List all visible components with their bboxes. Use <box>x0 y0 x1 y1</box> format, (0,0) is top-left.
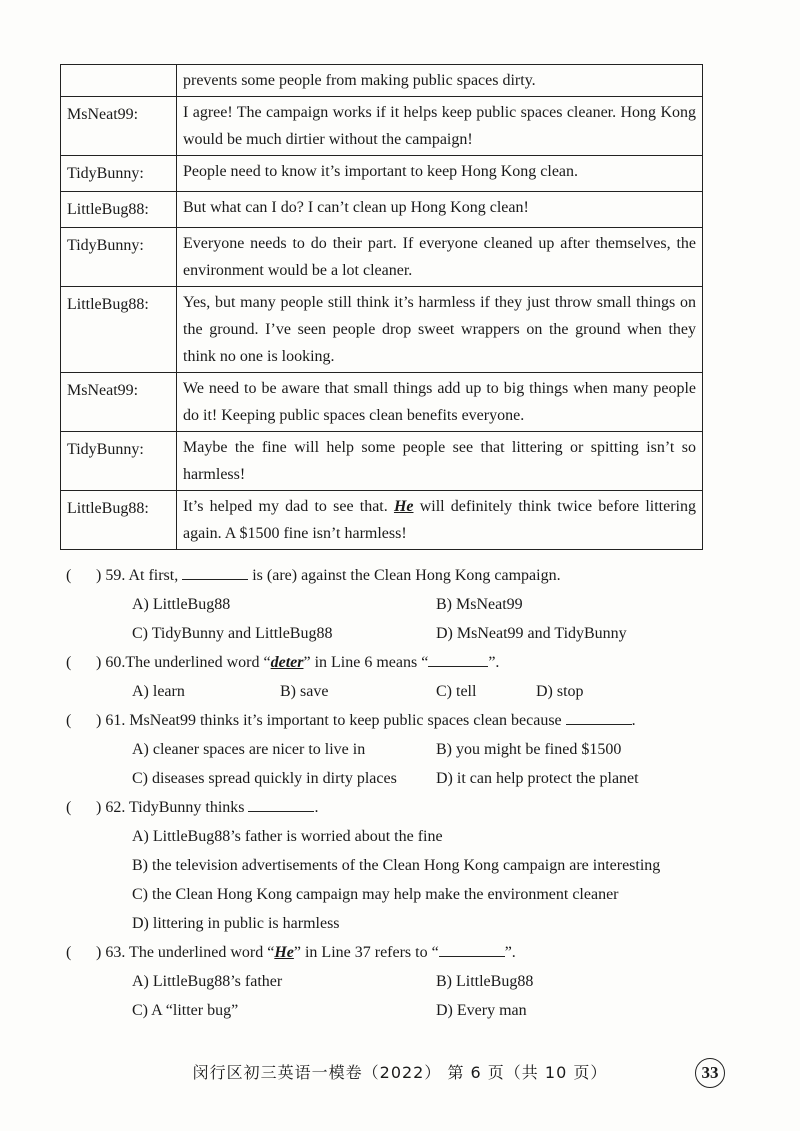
question-59-suffix: is (are) against the Clean Hong Kong campaign. <box>252 567 561 584</box>
question-62 <box>66 793 746 822</box>
chat-row <box>61 228 703 287</box>
question-59-prefix: ) 59. At first, <box>96 567 179 584</box>
option-d: D) it can help protect the planet <box>436 770 639 787</box>
question-59 <box>66 561 746 590</box>
chat-message: I agree! The campaign works if it helps keep public spaces cleaner. Hong Kong would be much dirtier without the campaign! <box>177 97 703 156</box>
option-d: D) stop <box>536 683 584 700</box>
answer-blank <box>182 561 248 580</box>
chat-message: But what can I do? I can’t clean up Hong Kong clean! <box>177 192 703 228</box>
underlined-word: He <box>393 498 414 515</box>
chat-message: Everyone needs to do their part. If everyone cleaned up after themselves, the environment would be a lot cleaner. <box>177 228 703 287</box>
option-d: D) MsNeat99 and TidyBunny <box>436 625 627 642</box>
answer-blank <box>439 938 505 957</box>
speaker-name: MsNeat99: <box>61 373 177 432</box>
answer-paren: ( <box>66 799 72 816</box>
chat-log-table <box>60 64 703 550</box>
speaker-name: LittleBug88: <box>61 491 177 550</box>
message-text: will definitely think twice before littering again. A $1500 fine isn’t harmless! <box>183 498 696 542</box>
options-row <box>66 735 746 764</box>
option-c: C) TidyBunny and LittleBug88 <box>132 625 333 642</box>
page-number-badge: 33 <box>695 1058 725 1088</box>
option-d: D) Every man <box>436 1002 527 1019</box>
answer-blank <box>566 706 632 725</box>
options-row <box>66 909 746 938</box>
answer-paren: ( <box>66 944 72 961</box>
answer-blank <box>248 793 314 812</box>
chat-row <box>61 65 703 97</box>
chat-message: We need to be aware that small things add up to big things when many people do it! Keeping public spaces clean benefits everyone. <box>177 373 703 432</box>
question-section <box>66 561 746 1025</box>
chat-row <box>61 373 703 432</box>
options-row <box>66 822 746 851</box>
option-d: D) littering in public is harmless <box>132 915 340 932</box>
question-63-suffix: ”. <box>504 944 516 961</box>
question-63-middle: ” in Line 37 refers to “ <box>293 944 439 961</box>
options-row <box>66 590 746 619</box>
question-60 <box>66 648 746 677</box>
chat-message: prevents some people from making public spaces dirty. <box>177 65 703 97</box>
answer-paren: ( <box>66 654 72 671</box>
options-row <box>66 619 746 648</box>
chat-row <box>61 287 703 373</box>
question-61-prefix: ) 61. MsNeat99 thinks it’s important to keep public spaces clean because <box>96 712 562 729</box>
option-b: B) MsNeat99 <box>436 596 523 613</box>
options-row <box>66 880 746 909</box>
option-b: B) you might be fined $1500 <box>436 741 622 758</box>
speaker-name: TidyBunny: <box>61 432 177 491</box>
speaker-name <box>61 65 177 97</box>
option-c: C) the Clean Hong Kong campaign may help make the environment cleaner <box>132 886 619 903</box>
underlined-word: He <box>274 944 294 961</box>
question-61-suffix: . <box>631 712 636 729</box>
option-a: A) LittleBug88’s father <box>132 973 283 990</box>
option-c: C) diseases spread quickly in dirty places <box>132 770 397 787</box>
chat-message: Yes, but many people still think it’s harmless if they just throw small things on the ground. I’ve seen people drop sweet wrappers on the ground when they think no one is looking. <box>177 287 703 373</box>
chat-message: People need to know it’s important to keep Hong Kong clean. <box>177 156 703 192</box>
option-b: B) save <box>280 683 329 700</box>
question-60-suffix: ”. <box>488 654 500 671</box>
options-row <box>66 996 746 1025</box>
chat-row <box>61 156 703 192</box>
option-c: C) A “litter bug” <box>132 1002 239 1019</box>
question-62-prefix: ) 62. TidyBunny thinks <box>96 799 245 816</box>
option-b: B) LittleBug88 <box>436 973 534 990</box>
speaker-name: MsNeat99: <box>61 97 177 156</box>
chat-row <box>61 192 703 228</box>
options-row <box>66 967 746 996</box>
chat-message <box>177 491 703 550</box>
answer-blank <box>428 648 488 667</box>
chat-message: Maybe the fine will help some people see that littering or spitting isn’t so harmless! <box>177 432 703 491</box>
options-row <box>66 851 746 880</box>
chat-row <box>61 491 703 550</box>
question-62-suffix: . <box>314 799 319 816</box>
option-a: A) LittleBug88 <box>132 596 231 613</box>
options-row <box>66 677 746 706</box>
speaker-name: TidyBunny: <box>61 156 177 192</box>
option-c: C) tell <box>436 683 477 700</box>
option-b: B) the television advertisements of the Clean Hong Kong campaign are interesting <box>132 857 661 874</box>
speaker-name: TidyBunny: <box>61 228 177 287</box>
options-row <box>66 764 746 793</box>
question-61 <box>66 706 746 735</box>
message-text: It’s helped my dad to see that. <box>183 498 394 515</box>
question-60-middle: ” in Line 6 means “ <box>303 654 429 671</box>
question-63 <box>66 938 746 967</box>
chat-row <box>61 97 703 156</box>
option-a: A) cleaner spaces are nicer to live in <box>132 741 366 758</box>
page-footer: 闵行区初三英语一模卷（2022） 第 6 页（共 10 页） <box>192 1063 608 1082</box>
answer-paren: ( <box>66 712 72 729</box>
question-63-prefix: ) 63. The underlined word “ <box>96 944 275 961</box>
option-a: A) LittleBug88’s father is worried about the fine <box>132 828 443 845</box>
speaker-name: LittleBug88: <box>61 287 177 373</box>
speaker-name: LittleBug88: <box>61 192 177 228</box>
option-a: A) learn <box>132 683 185 700</box>
question-60-prefix: ) 60.The underlined word “ <box>96 654 271 671</box>
underlined-word: deter <box>270 654 304 671</box>
answer-paren: ( <box>66 567 72 584</box>
chat-row <box>61 432 703 491</box>
